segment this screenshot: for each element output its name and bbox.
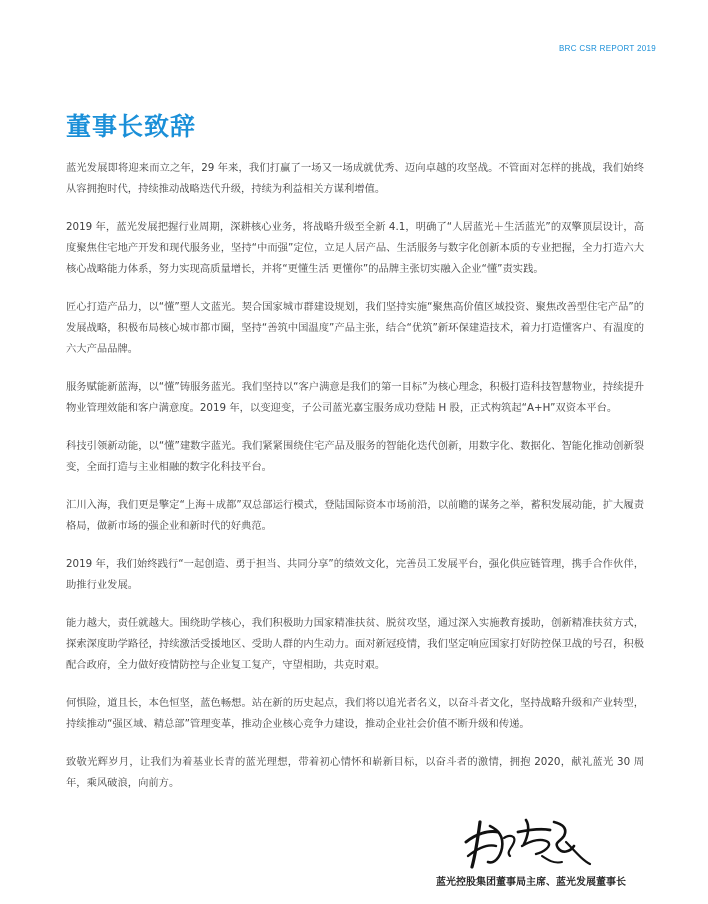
paragraph: 服务赋能新蓝海，以“懂”铸服务蓝光。我们坚持以“客户满意是我们的第一目标”为核心理念，积极打造科技智慧物业，持续提升物业管理效能和客户满意度。2019 年，以变迎变，子公司蓝光嘉宝服务成功登陆 H 股，正式构筑起“A+H”双资本平台。 <box>66 381 644 414</box>
paragraph: 蓝光发展即将迎来而立之年，29 年来，我们打赢了一场又一场成就优秀、迈向卓越的攻坚战。不管面对怎样的挑战，我们始终从容拥抱时代，持续推动战略迭代升级，持续为利益相关方谋利增值。 <box>66 162 644 195</box>
page-title: 董事长致辞 <box>66 112 197 141</box>
paragraph: 能力越大，责任就越大。围绕助学核心，我们积极助力国家精准扶贫、脱贫攻坚，通过深入实施教育援助，创新精准扶贫方式，探索深度助学路径，持续激活受援地区、受助人群的内生动力。面对新冠疫情，我们坚定响应国家打好防控保卫战的号召，积极配合政府，全力做好疫情防控与企业复工复产，守望相助，共克时艰。 <box>66 617 644 671</box>
report-header-label: BRC CSR REPORT 2019 <box>559 44 656 53</box>
letter-body <box>66 158 644 811</box>
paragraph: 致敬光辉岁月，让我们为着基业长青的蓝光理想，带着初心情怀和崭新目标，以奋斗者的激情，拥抱 2020，献礼蓝光 30 周年，乘风破浪，向前方。 <box>66 756 644 789</box>
paragraph: 2019 年，我们始终践行“一起创造、勇于担当、共同分享”的绩效文化，完善员工发展平台，强化供应链管理，携手合作伙伴，助推行业发展。 <box>66 558 644 591</box>
paragraph: 科技引领新动能，以“懂”建数字蓝光。我们紧紧围绕住宅产品及服务的智能化迭代创新，用数字化、数据化、智能化推动创新裂变，全面打造与主业相融的数字化科技平台。 <box>66 440 644 473</box>
paragraph: 何惧险，道且长，本色恒坚，蓝色畅想。站在新的历史起点，我们将以追光者名义，以奋斗者文化，坚持战略升级和产业转型，持续推动“强区域、精总部”管理变革，推动企业核心竞争力建设，推动企业社会价值不断升级和传递。 <box>66 697 644 730</box>
paragraph: 匠心打造产品力，以“懂”塑人文蓝光。契合国家城市群建设规划，我们坚持实施“聚焦高价值区域投资、聚焦改善型住宅产品”的发展战略，积极布局核心城市都市圈，坚持“善筑中国温度”产品主张，结合“优筑”新环保建造技术，着力打造懂客户、有温度的六大产品品牌。 <box>66 301 644 355</box>
paragraph: 2019 年，蓝光发展把握行业周期，深耕核心业务，将战略升级至全新 4.1，明确了“人居蓝光＋生活蓝光”的双擎顶层设计，高度聚焦住宅地产开发和现代服务业，坚持“中而强”定位，立足人居产品、生活服务与数字化创新本质的专业把握，全力打造六大核心战略能力体系，努力实现高质量增长，并将“更懂生活 更懂你”的品牌主张切实融入企业“懂”责实践。 <box>66 221 644 275</box>
signature-caption: 蓝光控股集团董事局主席、蓝光发展董事长 <box>436 877 626 888</box>
paragraph: 汇川入海，我们更是擎定“上海＋成都”双总部运行模式，登陆国际资本市场前沿，以前瞻的谋务之举，蓄积发展动能，扩大履责格局，做新市场的强企业和新时代的好典范。 <box>66 499 644 532</box>
signature-icon <box>458 812 598 872</box>
handwritten-signature <box>458 812 598 872</box>
